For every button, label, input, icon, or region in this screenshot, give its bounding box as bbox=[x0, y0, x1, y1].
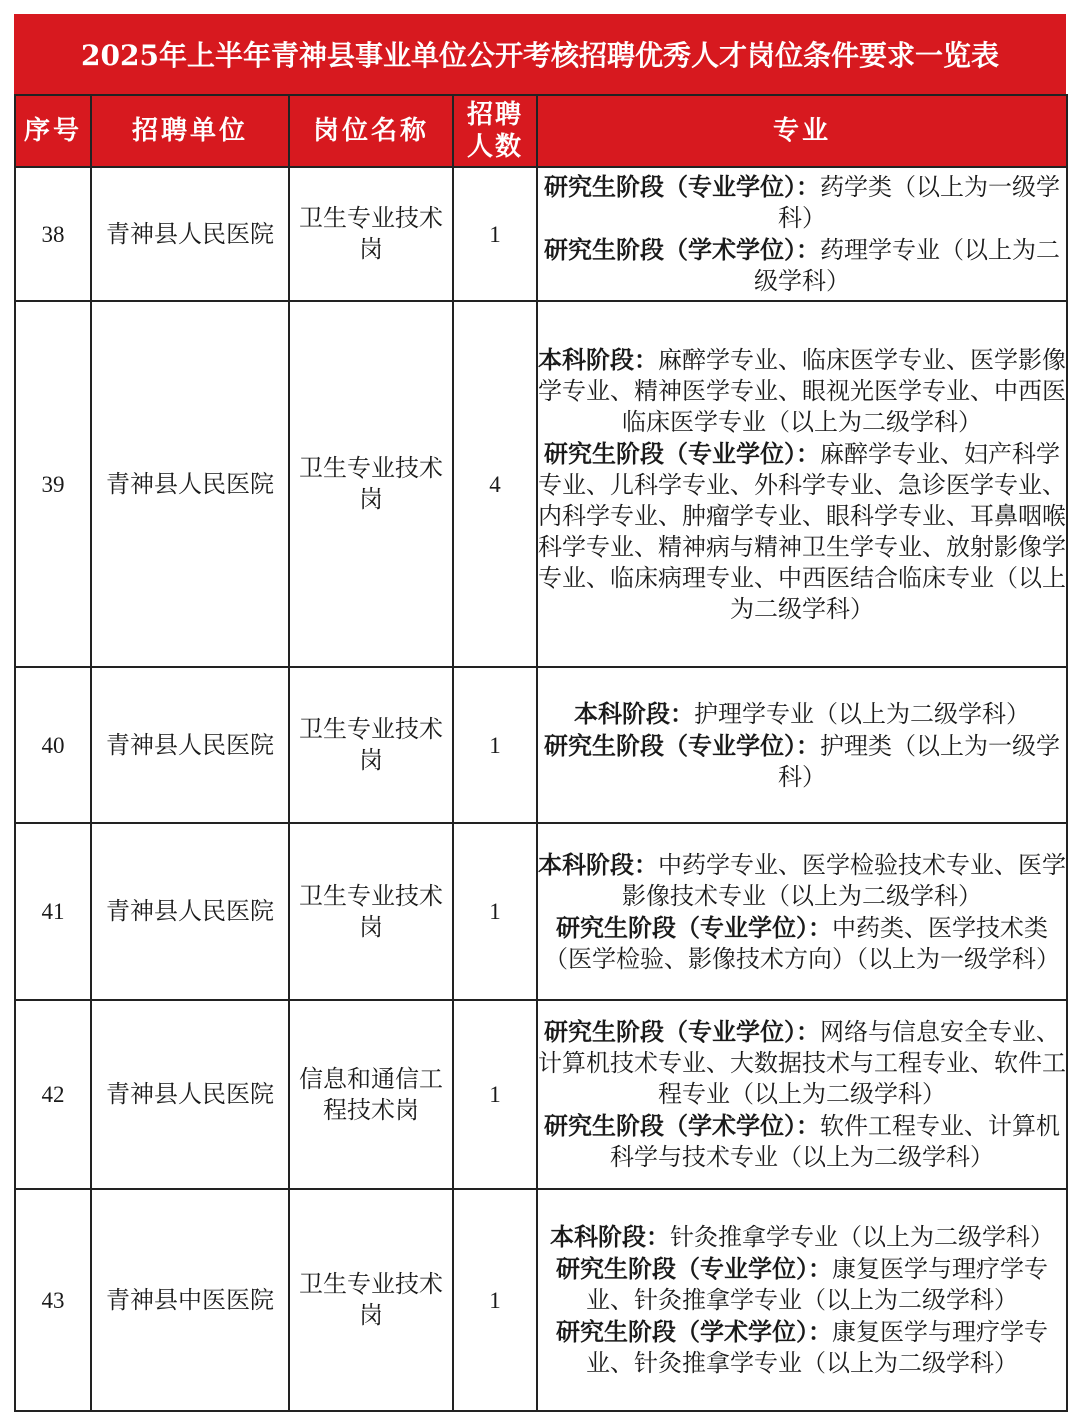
row-number: 43 bbox=[15, 1189, 91, 1411]
header-unit: 招聘单位 bbox=[91, 95, 289, 167]
header-count bbox=[453, 95, 537, 167]
stage-label: 研究生阶段（学术学位）： bbox=[544, 235, 820, 264]
row-number: 41 bbox=[15, 823, 91, 1000]
major-paragraph bbox=[538, 730, 1066, 793]
row-number: 40 bbox=[15, 667, 91, 823]
table-row bbox=[15, 1000, 1067, 1189]
hire-count: 1 bbox=[453, 823, 537, 1000]
stage-label: 研究生阶段（专业学位）： bbox=[544, 438, 820, 468]
recruiting-unit: 青神县人民医院 bbox=[91, 301, 289, 667]
major-text: 麻醉学专业、临床医学专业、医学影像学专业、精神医学专业、眼视光医学专业、中西医临床医学专业（以上为二级学科） bbox=[538, 345, 1066, 436]
major-requirements bbox=[537, 667, 1067, 823]
table-row bbox=[15, 1189, 1067, 1411]
major-paragraph bbox=[538, 234, 1066, 297]
major-text: 护理学专业（以上为二级学科） bbox=[694, 699, 1030, 728]
major-requirements bbox=[537, 167, 1067, 301]
major-paragraph bbox=[538, 1016, 1066, 1110]
recruitment-table bbox=[14, 94, 1068, 1412]
stage-label: 本科阶段： bbox=[538, 344, 658, 374]
stage-label: 本科阶段： bbox=[550, 1222, 670, 1251]
major-paragraph bbox=[538, 698, 1066, 730]
hire-count: 1 bbox=[453, 1000, 537, 1189]
post-name: 卫生专业技术岗 bbox=[289, 1189, 453, 1411]
major-text: 康复医学与理疗学专业、针灸推拿学专业（以上为二级学科） bbox=[586, 1255, 1048, 1314]
post-name: 卫生专业技术岗 bbox=[289, 823, 453, 1000]
post-name: 卫生专业技术岗 bbox=[289, 667, 453, 823]
major-text: 护理类（以上为一级学科） bbox=[778, 731, 1060, 791]
table-row bbox=[15, 823, 1067, 1000]
major-text: 药学类（以上为一级学科） bbox=[778, 173, 1060, 232]
stage-label: 研究生阶段（专业学位）： bbox=[544, 172, 820, 201]
stage-label: 研究生阶段（专业学位）： bbox=[544, 1017, 820, 1046]
row-number: 38 bbox=[15, 167, 91, 301]
table-row bbox=[15, 301, 1067, 667]
major-text: 软件工程专业、计算机科学与技术专业（以上为二级学科） bbox=[610, 1112, 1060, 1171]
hire-count: 1 bbox=[453, 167, 537, 301]
stage-label: 本科阶段： bbox=[574, 698, 694, 728]
major-text: 中药类、医学技术类（医学检验、影像技术方向）（以上为一级学科） bbox=[544, 913, 1060, 973]
row-number: 39 bbox=[15, 301, 91, 667]
major-paragraph bbox=[538, 849, 1066, 912]
major-text: 药理学专业（以上为二级学科） bbox=[754, 236, 1060, 295]
header-no: 序号 bbox=[15, 95, 91, 167]
major-paragraph bbox=[538, 1221, 1066, 1253]
recruiting-unit: 青神县人民医院 bbox=[91, 823, 289, 1000]
major-paragraph bbox=[538, 171, 1066, 234]
major-requirements bbox=[537, 301, 1067, 667]
major-requirements bbox=[537, 1189, 1067, 1411]
major-text: 网络与信息安全专业、计算机技术专业、大数据技术与工程专业、软件工程专业（以上为二级学科） bbox=[538, 1018, 1066, 1108]
post-name: 卫生专业技术岗 bbox=[289, 167, 453, 301]
major-requirements bbox=[537, 1000, 1067, 1189]
major-paragraph bbox=[538, 912, 1066, 975]
recruiting-unit: 青神县人民医院 bbox=[91, 1000, 289, 1189]
header-post: 岗位名称 bbox=[289, 95, 453, 167]
hire-count: 1 bbox=[453, 1189, 537, 1411]
stage-label: 研究生阶段（专业学位）： bbox=[556, 912, 832, 942]
major-requirements bbox=[537, 823, 1067, 1000]
post-name: 卫生专业技术岗 bbox=[289, 301, 453, 667]
major-text: 康复医学与理疗学专业、针灸推拿学专业（以上为二级学科） bbox=[586, 1318, 1048, 1377]
major-paragraph bbox=[538, 344, 1066, 438]
table-row bbox=[15, 667, 1067, 823]
recruiting-unit: 青神县中医医院 bbox=[91, 1189, 289, 1411]
table-header-row bbox=[15, 95, 1067, 167]
major-text: 麻醉学专业、妇产科学专业、儿科学专业、外科学专业、急诊医学专业、内科学专业、肿瘤学专业、眼科学专业、耳鼻咽喉科学专业、精神病与精神卫生学专业、放射影像学专业、临床病理专业、中西医结合临床专业（以上为二级学科） bbox=[538, 439, 1066, 623]
major-text: 针灸推拿学专业（以上为二级学科） bbox=[670, 1223, 1054, 1251]
table-row bbox=[15, 167, 1067, 301]
stage-label: 本科阶段： bbox=[538, 849, 658, 879]
major-paragraph bbox=[538, 1253, 1066, 1316]
stage-label: 研究生阶段（学术学位）： bbox=[544, 1111, 820, 1140]
hire-count: 1 bbox=[453, 667, 537, 823]
major-text: 中药学专业、医学检验技术专业、医学影像技术专业（以上为二级学科） bbox=[622, 850, 1066, 910]
major-paragraph bbox=[538, 1110, 1066, 1173]
major-paragraph bbox=[538, 1316, 1066, 1379]
stage-label: 研究生阶段（学术学位）： bbox=[556, 1317, 832, 1346]
header-count-line1: 招聘 bbox=[466, 100, 523, 130]
stage-label: 研究生阶段（专业学位）： bbox=[556, 1254, 832, 1283]
header-count-line2: 人数 bbox=[466, 132, 523, 162]
page-title: 2025年上半年青神县事业单位公开考核招聘优秀人才岗位条件要求一览表 bbox=[14, 14, 1066, 94]
major-paragraph bbox=[538, 438, 1066, 625]
row-number: 42 bbox=[15, 1000, 91, 1189]
hire-count: 4 bbox=[453, 301, 537, 667]
stage-label: 研究生阶段（专业学位）： bbox=[544, 730, 820, 760]
recruiting-unit: 青神县人民医院 bbox=[91, 167, 289, 301]
post-name: 信息和通信工程技术岗 bbox=[289, 1000, 453, 1189]
recruiting-unit: 青神县人民医院 bbox=[91, 667, 289, 823]
header-major: 专业 bbox=[537, 95, 1067, 167]
